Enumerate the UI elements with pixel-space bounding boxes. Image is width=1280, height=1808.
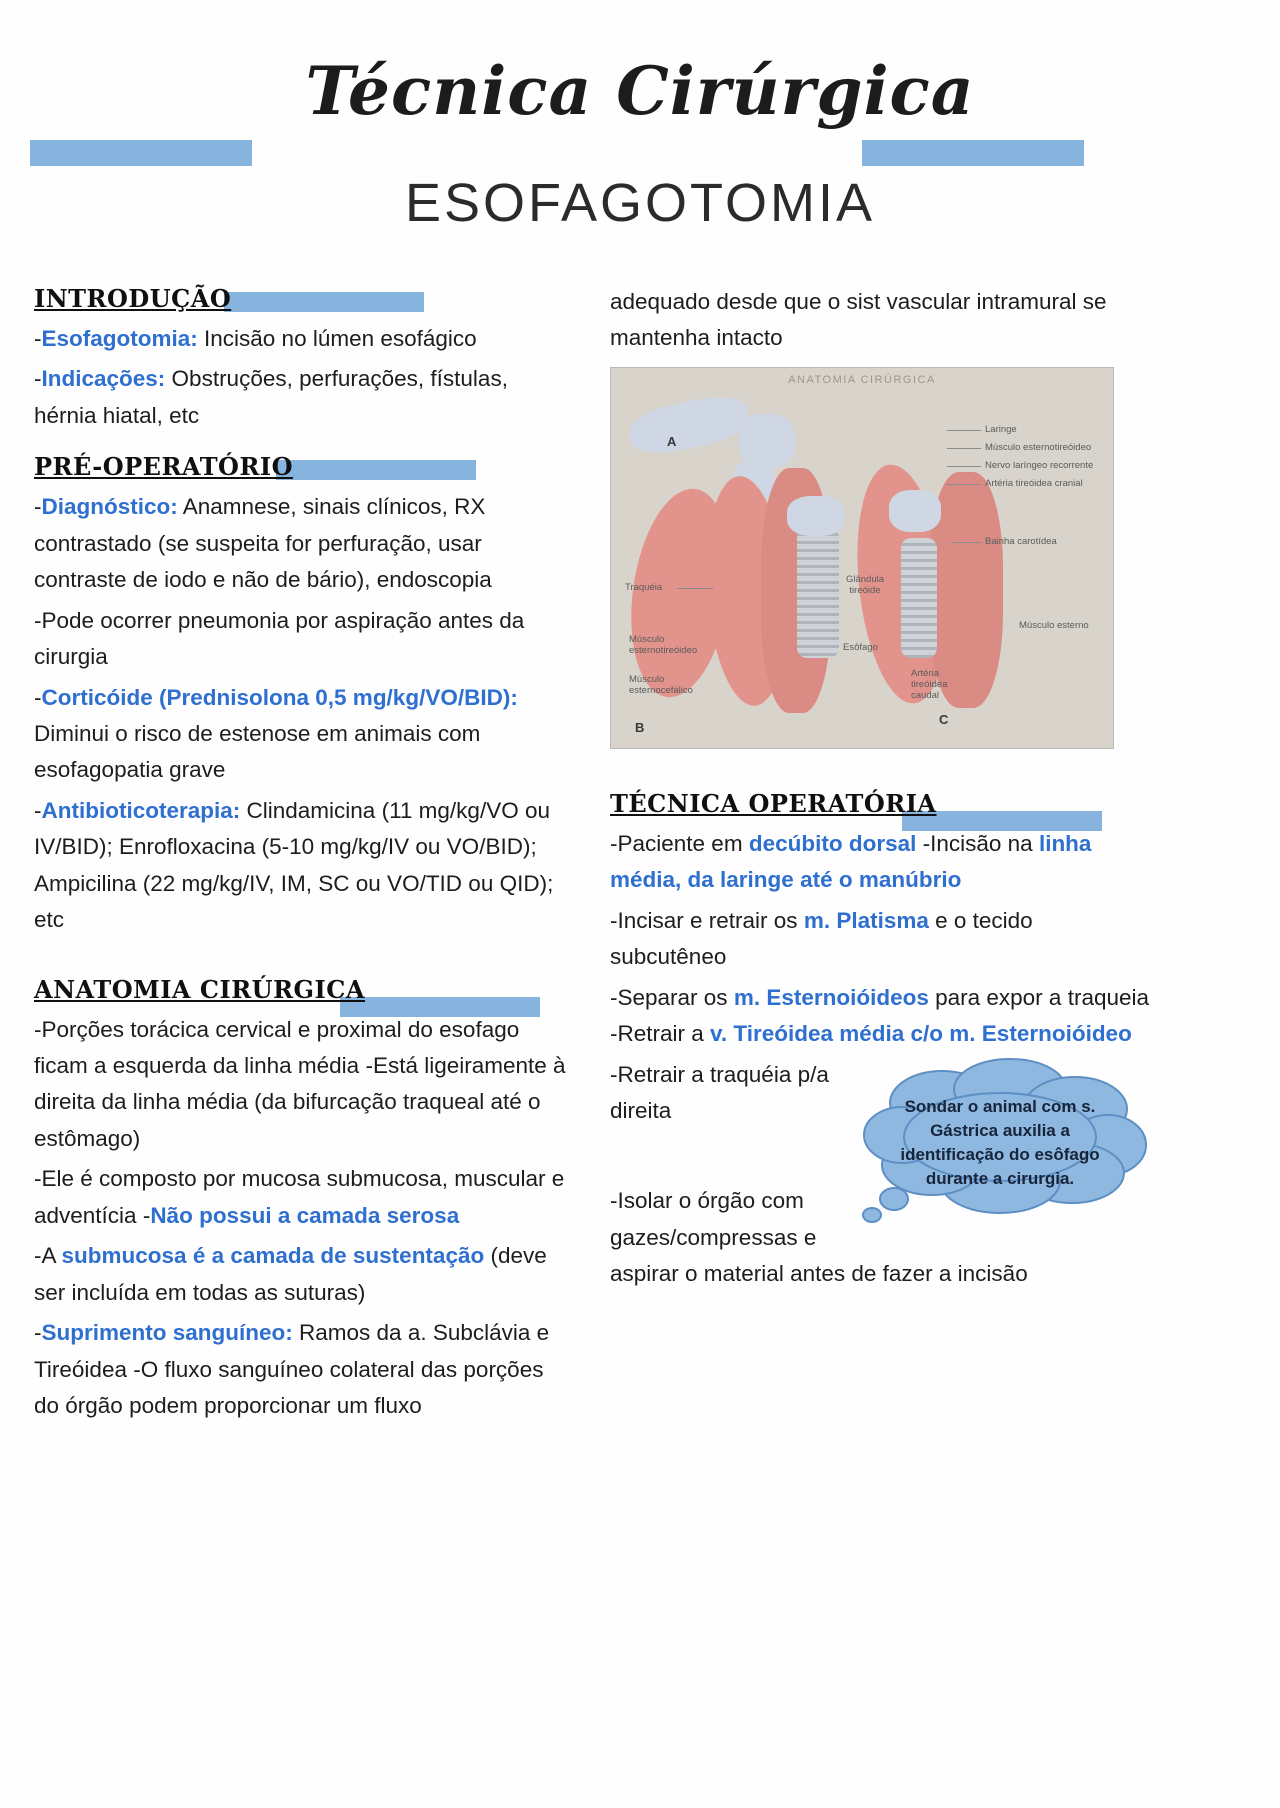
- dash: -: [34, 607, 42, 633]
- tecnica-cloud-row: [610, 1057, 1150, 1297]
- term-pre: Isolar o órgão com gazes/compressas e aspirar o material antes de fazer a incisão: [610, 1188, 1028, 1287]
- header-accent-bar-right: [862, 140, 1084, 166]
- term-text: Anamnese, sinais clínicos, RX contrastado (se suspeita for perfuração, usar contraste de iodo e não de bário), endoscopia: [34, 494, 492, 593]
- tecnica-item-esternoioideos: [610, 980, 1150, 1053]
- term-pre: Retrair a traquéia p/a direita: [610, 1061, 829, 1123]
- term-pre: Paciente em: [617, 830, 749, 856]
- figure-label-laringe: Laringe: [985, 423, 1017, 435]
- figure-label-glandula-tireoide: Glândula tireóide: [845, 573, 885, 596]
- dash: -: [34, 1243, 42, 1269]
- figure-leader-line: [677, 588, 713, 589]
- term-label: Suprimento sanguíneo:: [41, 1320, 293, 1346]
- figure-shape-pale: [889, 490, 941, 532]
- section-heading-anatomia-wrap: [34, 961, 574, 1010]
- figure-leader-line: [947, 430, 981, 431]
- figure-shape-pale: [626, 390, 753, 460]
- anat-item-composicao: [34, 1161, 574, 1234]
- dash: -: [610, 830, 618, 856]
- figure-letter-a: A: [667, 433, 677, 449]
- figure-label-m-esterno: Músculo esterno: [1019, 619, 1089, 631]
- continuation-paragraph: [610, 284, 1150, 357]
- term-text: Obstruções, perfurações, fístulas, hérnia hiatal, etc: [34, 366, 508, 428]
- term-text: A: [41, 1243, 62, 1269]
- figure-leader-line: [947, 448, 981, 449]
- content-columns: [0, 270, 1280, 1428]
- dash: -: [610, 907, 618, 933]
- dash: -: [34, 797, 42, 823]
- pre-item-diagnostico: [34, 489, 574, 598]
- figure-label-arteria-tireoidea-caudal: Artéria tireóidea caudal: [911, 667, 948, 701]
- figure-leader-line: [951, 542, 981, 543]
- right-column: [610, 270, 1150, 1428]
- heading-accent-bar: [276, 460, 476, 480]
- pre-item-pneumonia: [34, 603, 574, 676]
- figure-watermark: ANATOMIA CIRÚRGICA: [788, 373, 936, 386]
- term-text: Clindamicina (11 mg/kg/VO ou IV/BID); Enrofloxacina (5-10 mg/kg/IV ou VO/BID); Ampicilina (22 mg/kg/IV, IM, SC ou VO/TID ou QID); etc: [34, 797, 554, 933]
- intro-item-indicacoes: [34, 361, 574, 434]
- term-text: Incisão no lúmen esofágico: [197, 326, 477, 351]
- dash: -: [34, 1016, 42, 1042]
- term-highlight: submucosa é a camada de sustentação: [61, 1243, 485, 1269]
- term-text: Ramos da a. Subclávia e Tireóidea -O fluxo sanguíneo colateral das porções do órgão podem proporcionar um fluxo: [34, 1320, 550, 1418]
- continuation-text: adequado desde que o sist vascular intramural se mantenha intacto: [610, 289, 1107, 351]
- term-mid: -Incisão na: [916, 830, 1039, 856]
- term-label: Corticóide (Prednisolona 0,5 mg/kg/VO/BID):: [41, 684, 518, 710]
- term-text: Diminui o risco de estenose em animais com esofagopatia grave: [34, 720, 481, 783]
- section-heading-anatomia: ANATOMIA CIRÚRGICA: [34, 974, 365, 1004]
- section-heading-introducao: INTRODUÇÃO: [34, 284, 232, 313]
- anat-item-porcoes: [34, 1012, 574, 1158]
- term-text: Pode ocorrer pneumonia por aspiração antes da cirurgia: [34, 607, 525, 670]
- intro-item-esofagotomia: [34, 321, 574, 357]
- figure-label-bainha-carotidea: Bainha carotídea: [985, 535, 1057, 547]
- dash: -: [610, 1061, 618, 1087]
- dash: -: [34, 1166, 42, 1192]
- term-label: Indicações:: [41, 366, 166, 392]
- dash: -: [34, 494, 42, 520]
- figure-leader-line: [947, 466, 981, 467]
- term-text: Porções torácica cervical e proximal do esofago ficam a esquerda da linha média -Está ligeiramente à direita da linha média (da bifurcação traqueal até o estômago): [34, 1016, 566, 1151]
- term-highlight: decúbito dorsal: [748, 830, 917, 856]
- pre-item-corticoide: [34, 680, 574, 789]
- figure-shape-pale: [787, 496, 845, 536]
- figure-shape-trachea: [901, 538, 937, 658]
- term-highlight: m. Esternoióideos: [733, 984, 929, 1010]
- figure-letter-b: B: [635, 719, 645, 735]
- figure-label-m-esternocefalico: Músculo esternocefálico: [629, 673, 693, 696]
- section-heading-tecnica: TÉCNICA OPERATÓRIA: [610, 788, 937, 818]
- term-highlight-2: linha média, da laringe até o manúbrio: [610, 830, 1092, 893]
- heading-accent-bar: [340, 997, 540, 1017]
- page-title: Técnica Cirúrgica: [305, 52, 975, 130]
- figure-label-traqueia: Traquéia: [625, 581, 663, 593]
- term-pre: Incisar e retrair os: [617, 907, 804, 933]
- tecnica-item-decubito: [610, 826, 1150, 899]
- page-subtitle: ESOFAGOTOMIA: [404, 173, 876, 233]
- term-label: Diagnóstico:: [41, 494, 178, 520]
- anat-item-submucosa: [34, 1238, 574, 1311]
- term-highlight: Não possui a camada serosa: [150, 1202, 460, 1228]
- dash: -: [610, 984, 618, 1010]
- term-mid: para expor a traqueia -Retrair a: [610, 984, 1150, 1047]
- tecnica-item-platisma: [610, 903, 1150, 976]
- heading-accent-bar: [224, 292, 424, 312]
- left-column: [34, 270, 574, 1428]
- term-pre: Separar os: [617, 984, 734, 1010]
- term-label: Esofagotomia:: [41, 326, 198, 351]
- section-heading-tecnica-wrap: [610, 775, 1150, 824]
- pre-item-antibioticoterapia: [34, 793, 574, 939]
- page-header: [0, 0, 1280, 270]
- callout-cloud: [850, 1053, 1150, 1231]
- term-highlight-2: v. Tireóidea média c/o m. Esternoióideo: [710, 1021, 1132, 1047]
- term-highlight: m. Platisma: [803, 907, 929, 933]
- term-text: Ele é composto por mucosa submucosa, muscular e adventícia -: [34, 1166, 565, 1228]
- anatomy-figure: [610, 367, 1114, 749]
- anat-item-suprimento: [34, 1315, 574, 1424]
- dash: -: [34, 1320, 42, 1346]
- figure-label-m-esternotireoideo-2: Músculo esternotireóideo: [629, 633, 698, 656]
- callout-text: Sondar o animal com s. Gástrica auxilia a identificação do esôfago durante a cirurgia.: [900, 1096, 1100, 1188]
- term-label: Antibioticoterapia:: [41, 797, 241, 823]
- section-heading-introducao-wrap: [34, 270, 574, 319]
- figure-leader-line: [947, 484, 981, 485]
- figure-shape-trachea: [797, 528, 839, 658]
- header-accent-bar-left: [30, 140, 252, 166]
- figure-label-nervo-laringeo: Nervo laríngeo recorrente: [985, 459, 1094, 471]
- section-heading-preoperatorio-wrap: [34, 438, 574, 487]
- figure-label-arteria-tireoidea-cranial: Artéria tireóidea cranial: [985, 477, 1083, 489]
- term-mid: e o tecido subcutêneo: [610, 907, 1033, 970]
- figure-letter-c: C: [939, 711, 949, 727]
- figure-label-m-esternotireoideo: Músculo esternotireóideo: [985, 441, 1092, 453]
- dash: -: [34, 326, 42, 351]
- section-heading-preoperatorio: PRÉ-OPERATÓRIO: [34, 452, 294, 482]
- figure-label-esofago: Esôfago: [843, 641, 878, 653]
- dash: -: [34, 366, 42, 392]
- term-tail: (deve ser incluída em todas as suturas): [34, 1243, 547, 1305]
- dash: -: [610, 1188, 618, 1214]
- dash: -: [34, 684, 42, 710]
